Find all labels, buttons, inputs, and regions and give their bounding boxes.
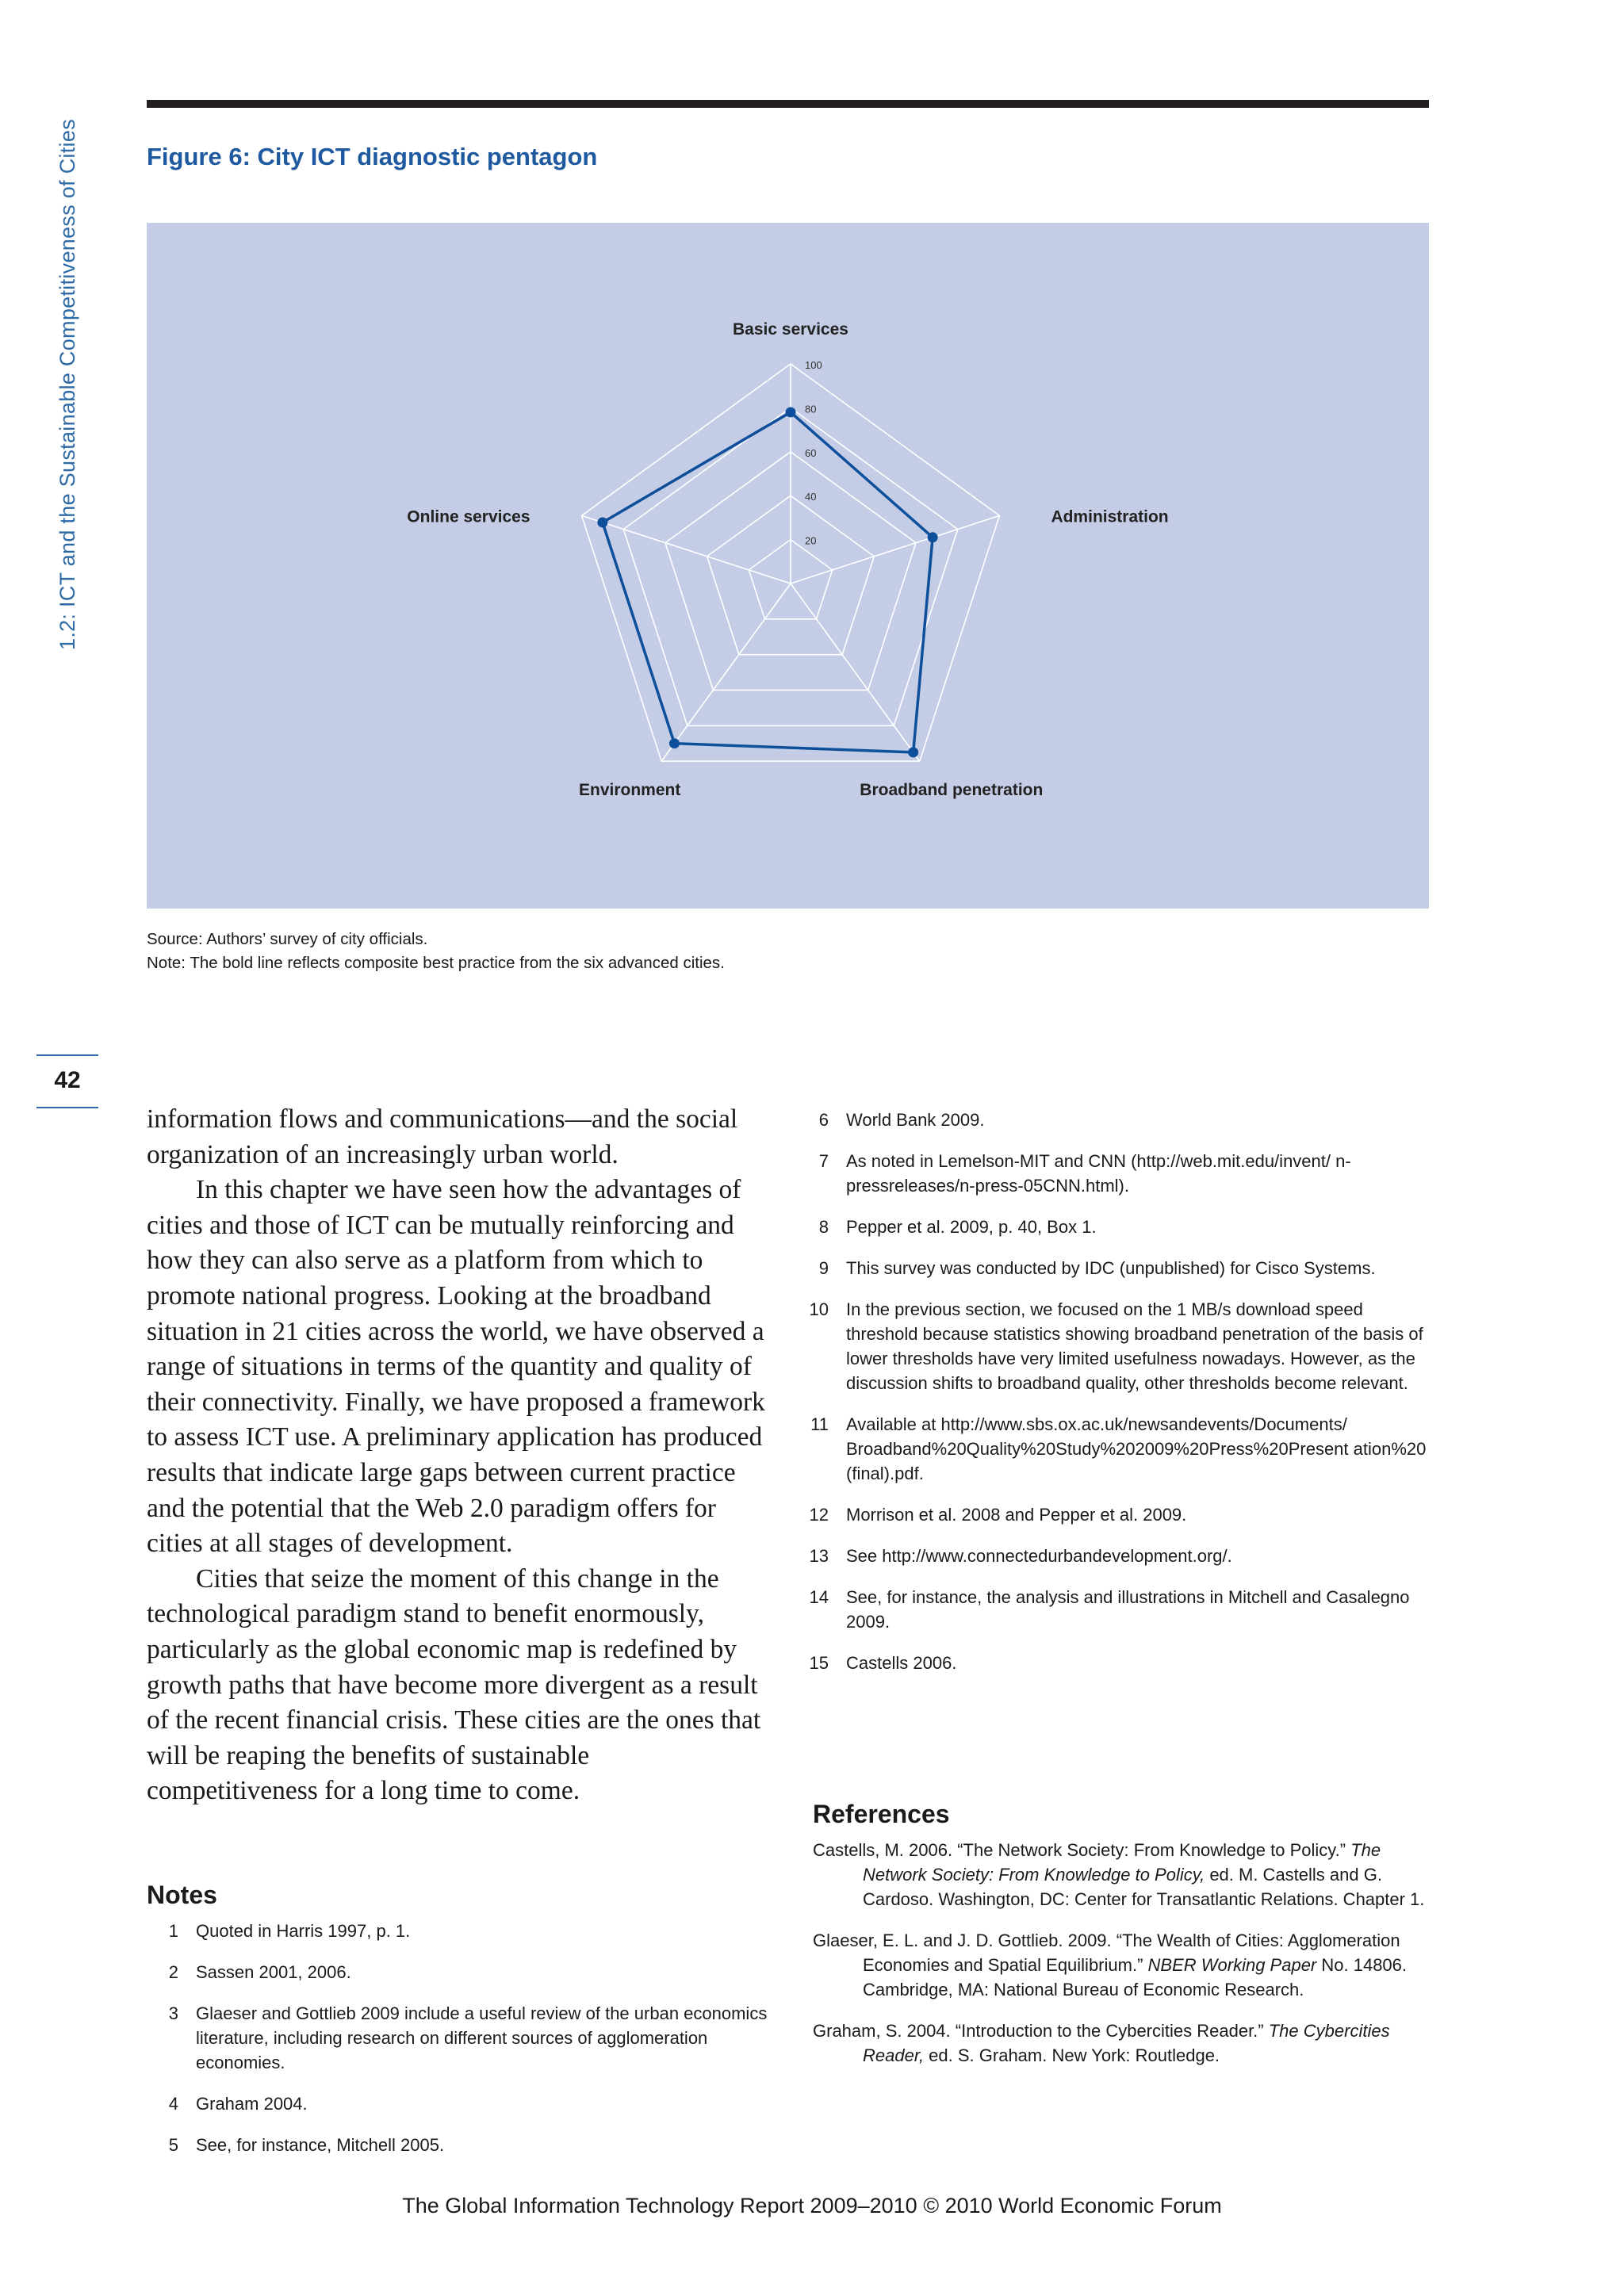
radar-data-point (669, 738, 680, 748)
note-item (147, 1919, 773, 1943)
note-item (147, 2001, 773, 2075)
radar-data-point (786, 407, 796, 417)
radar-axis-spoke (791, 515, 999, 584)
note-text: This survey was conducted by IDC (unpublished) for Cisco Systems. (846, 1258, 1376, 1278)
radar-tick-label: 20 (805, 534, 817, 547)
reference-item (813, 1928, 1431, 2002)
reference-title-italic: The Cybercities Reader, (863, 2021, 1390, 2065)
radar-data-point (597, 517, 607, 527)
reference-text: Glaeser, E. L. and J. D. Gottlieb. 2009. “The Wealth of Cities: Agglomeration Economies and Spatial Equilibrium.” (813, 1931, 1400, 1975)
note-text: As noted in Lemelson-MIT and CNN (http://web.mit.edu/invent/ n-pressreleases/n-press-05CNN.html). (846, 1151, 1351, 1196)
note-number: 7 (818, 1151, 829, 1171)
note-text: See, for instance, Mitchell 2005. (196, 2135, 445, 2155)
note-text: Available at http://www.sbs.ox.ac.uk/newsandevents/Documents/ Broadband%20Quality%20Study%202009%20Press%20Present ation%20 (final).pdf. (846, 1414, 1427, 1483)
reference-text: No. 14806. Cambridge, MA: National Bureau of Economic Research. (863, 1955, 1408, 1999)
page-number-box (36, 1054, 98, 1108)
reference-text: ed. M. Castells and G. Cardoso. Washington, DC: Center for Transatlantic Relations. Chapter 1. (863, 1865, 1425, 1909)
note-text: Pepper et al. 2009, p. 40, Box 1. (846, 1217, 1097, 1237)
note-text: See, for instance, the analysis and illustrations in Mitchell and Casalegno 2009. (846, 1587, 1410, 1632)
figure-chart-panel (147, 223, 1429, 909)
note-text: Graham 2004. (196, 2094, 308, 2114)
body-paragraph: information flows and communications—and the social organization of an increasingly urban world. (147, 1104, 738, 1169)
radar-axis-spoke (582, 515, 791, 584)
radar-axis-label: Environment (579, 781, 681, 800)
note-text: In the previous section, we focused on the 1 MB/s download speed threshold because statistics showing broadband penetration of the basis of lower thresholds have very limited usefulness nowadays. However, as the discussion shifts to broadband quality, other thresholds become relevant. (846, 1299, 1423, 1393)
radar-tick-label: 80 (805, 403, 817, 415)
figure-note: Note: The bold line reflects composite best practice from the six advanced cities. (147, 954, 725, 972)
note-number: 4 (168, 2094, 178, 2114)
running-section-title: 1.2: ICT and the Sustainable Competitiveness of Cities (56, 118, 79, 650)
notes-list-right (801, 1108, 1435, 1692)
note-number: 11 (810, 1414, 829, 1434)
page-number: 42 (54, 1067, 81, 1093)
references-list (813, 1838, 1431, 2084)
notes-list-left (147, 1919, 773, 2174)
radar-tick-label: 100 (805, 359, 822, 371)
body-paragraph: Cities that seize the moment of this change in the technological paradigm stand to benefit enormously, particularly as the global economic map is redefined by growth paths that have become more divergent as a result of the recent financial crisis. These cities are the ones that will be reaping the benefits of sustainable competitiveness for a long time to come. (147, 1563, 761, 1806)
reference-item (813, 1838, 1431, 1911)
note-number: 8 (818, 1217, 829, 1237)
note-text: Sassen 2001, 2006. (196, 1962, 351, 1982)
radar-axis-label: Administration (1051, 507, 1169, 526)
radar-data-point (908, 747, 918, 757)
note-text: Glaeser and Gottlieb 2009 include a useful review of the urban economics literature, including research on different sources of agglomeration economies. (196, 2003, 768, 2072)
radar-chart (147, 223, 1429, 909)
note-item (801, 1149, 1435, 1198)
reference-text: Graham, S. 2004. “Introduction to the Cybercities Reader.” (813, 2021, 1269, 2041)
radar-axis-spoke (661, 584, 791, 761)
radar-tick-label: 40 (805, 491, 817, 503)
note-item (801, 1651, 1435, 1675)
note-number: 3 (168, 2003, 178, 2023)
note-number: 10 (809, 1299, 829, 1319)
note-number: 9 (818, 1258, 829, 1278)
body-text (147, 1102, 765, 1809)
reference-title-italic: NBER Working Paper (1147, 1955, 1317, 1975)
note-item (801, 1256, 1435, 1280)
note-item (147, 1960, 773, 1984)
notes-heading: Notes (147, 1881, 217, 1909)
reference-text: Castells, M. 2006. “The Network Society: From Knowledge to Policy.” (813, 1840, 1351, 1860)
note-item (801, 1544, 1435, 1568)
note-number: 5 (168, 2135, 178, 2155)
radar-axis-spoke (791, 584, 920, 761)
note-item (147, 2091, 773, 2116)
note-number: 1 (168, 1921, 178, 1941)
note-text: Quoted in Harris 1997, p. 1. (196, 1921, 411, 1941)
note-item (801, 1502, 1435, 1527)
note-text: Castells 2006. (846, 1653, 957, 1673)
note-item (801, 1108, 1435, 1132)
note-number: 12 (809, 1505, 829, 1525)
note-number: 13 (809, 1546, 829, 1566)
note-item (801, 1215, 1435, 1239)
note-item (801, 1585, 1435, 1634)
reference-item (813, 2019, 1431, 2068)
reference-title-italic: The Network Society: From Knowledge to Policy, (863, 1840, 1381, 1885)
radar-series-line (603, 412, 933, 752)
note-text: Morrison et al. 2008 and Pepper et al. 2009. (846, 1505, 1187, 1525)
note-text: See http://www.connectedurbandevelopment.org/. (846, 1546, 1232, 1566)
radar-axis-label: Online services (407, 507, 530, 526)
body-paragraph: In this chapter we have seen how the advantages of cities and those of ICT can be mutually reinforcing and how they can also serve as a platform from which to promote national progress. Looking at the broadband situation in 21 cities across the world, we have observed a range of situations in terms of the quantity and quality of their connectivity. Finally, we have proposed a framework to assess ICT use. A preliminary application has produced results that indicate large gaps between current practice and the potential that the Web 2.0 paradigm offers for cities at all stages of development. (147, 1175, 765, 1559)
references-heading: References (813, 1800, 950, 1828)
note-number: 2 (168, 1962, 178, 1982)
figure-title: Figure 6: City ICT diagnostic pentagon (147, 143, 598, 170)
radar-tick-label: 60 (805, 446, 817, 459)
page-footer: The Global Information Technology Report 2009–2010 © 2010 World Economic Forum (402, 2194, 1222, 2218)
note-number: 6 (818, 1110, 829, 1130)
figure-source: Source: Authors’ survey of city officials. (147, 930, 428, 948)
top-rule (147, 100, 1429, 108)
radar-data-point (928, 532, 938, 542)
note-number: 14 (809, 1587, 829, 1607)
figure-source-note (147, 928, 725, 975)
radar-axis-label: Broadband penetration (860, 781, 1044, 800)
radar-axis-label: Basic services (733, 320, 848, 339)
note-item (147, 2133, 773, 2157)
note-number: 15 (809, 1653, 829, 1673)
note-item (801, 1297, 1435, 1395)
note-item (801, 1412, 1435, 1486)
note-text: World Bank 2009. (846, 1110, 985, 1130)
reference-text: ed. S. Graham. New York: Routledge. (924, 2045, 1220, 2065)
